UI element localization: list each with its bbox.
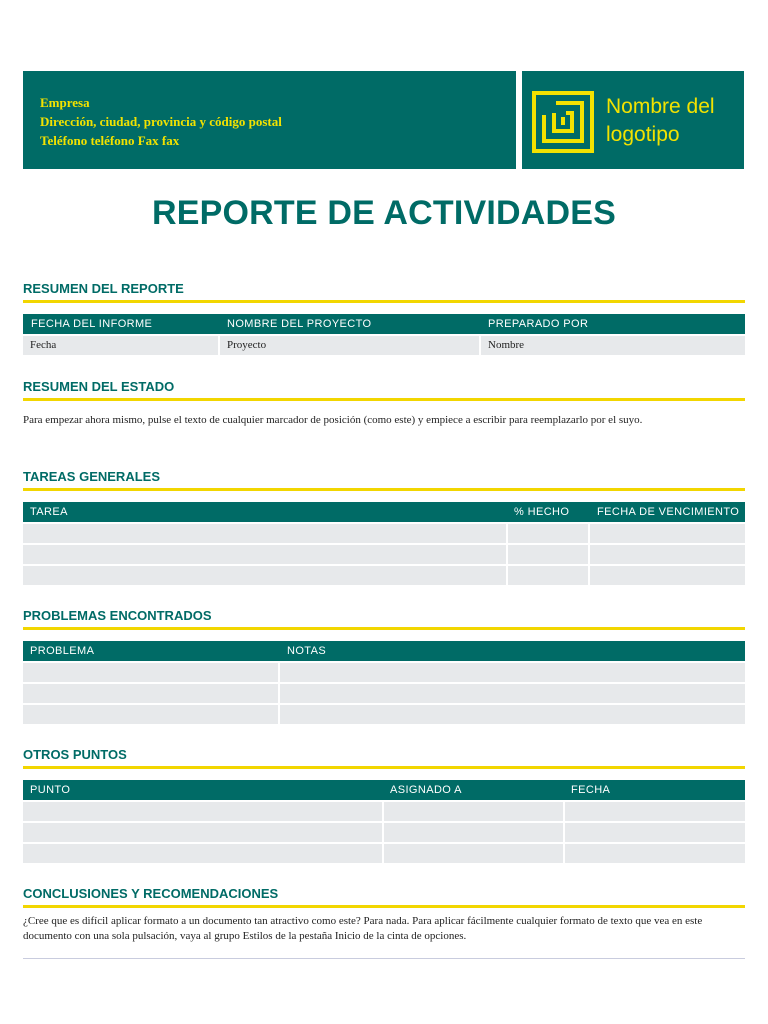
other-cell[interactable] (565, 802, 745, 821)
summary-heading[interactable]: RESUMEN DEL REPORTE (23, 281, 184, 296)
task-cell[interactable] (508, 524, 588, 543)
column-header-preparado-por: PREPARADO POR (488, 318, 589, 330)
section-divider (23, 766, 745, 769)
task-cell[interactable] (23, 566, 506, 585)
company-info-block (23, 71, 516, 169)
column-header-asignado: ASIGNADO A (390, 784, 462, 796)
other-cell[interactable] (384, 823, 563, 842)
section-divider (23, 300, 745, 303)
company-name[interactable]: Empresa (40, 95, 90, 110)
table-row (23, 545, 745, 564)
table-row (23, 566, 745, 585)
status-text[interactable]: Para empezar ahora mismo, pulse el texto de cualquier marcador de posición (como este) y empiece a escribir para reemplazarlo por el suyo. (23, 414, 643, 426)
task-cell[interactable] (23, 545, 506, 564)
column-header-vencimiento: FECHA DE VENCIMIENTO (597, 506, 740, 518)
table-header-row (23, 641, 745, 661)
conclusions-text[interactable]: ¿Cree que es difícil aplicar formato a un documento tan atractivo como este? Para nada. Para aplicar fácilmente cualquier formato de texto que vea en este documento con una sola pulsación, vaya al grupo Estilos de la pestaña Inicio de la cinta de opciones. (23, 915, 703, 942)
logo-text-line1: Nombre del (606, 95, 715, 118)
section-divider (23, 627, 745, 630)
problem-cell[interactable] (280, 663, 745, 682)
logo-text-line2: logotipo (606, 123, 680, 146)
conclusions-heading[interactable]: CONCLUSIONES Y RECOMENDACIONES (23, 886, 279, 901)
other-heading[interactable]: OTROS PUNTOS (23, 747, 127, 762)
table-header-row (23, 314, 745, 334)
problem-cell[interactable] (23, 705, 278, 724)
other-cell[interactable] (23, 802, 382, 821)
table-row (23, 524, 745, 543)
cell-value: Nombre (488, 339, 525, 351)
other-cell[interactable] (384, 844, 563, 863)
other-cell[interactable] (23, 844, 382, 863)
table-header-row (23, 780, 745, 800)
summary-table (23, 314, 745, 355)
summary-cell-author[interactable] (481, 336, 745, 355)
table-row (23, 823, 745, 842)
section-divider (23, 488, 745, 491)
problems-table (23, 641, 745, 724)
company-contact[interactable]: Teléfono teléfono Fax fax (40, 133, 180, 148)
task-cell[interactable] (590, 545, 745, 564)
tasks-table (23, 502, 745, 585)
problem-cell[interactable] (23, 663, 278, 682)
company-address[interactable]: Dirección, ciudad, provincia y código postal (40, 114, 282, 129)
column-header-problema: PROBLEMA (30, 645, 95, 657)
column-header-tarea: TAREA (30, 506, 68, 518)
problem-cell[interactable] (280, 684, 745, 703)
other-cell[interactable] (23, 823, 382, 842)
other-cell[interactable] (384, 802, 563, 821)
other-cell[interactable] (565, 844, 745, 863)
column-header-nombre-proyecto: NOMBRE DEL PROYECTO (227, 318, 372, 330)
cell-value: Proyecto (227, 339, 267, 351)
logo-block[interactable] (522, 71, 744, 169)
task-cell[interactable] (590, 524, 745, 543)
table-row (23, 705, 745, 724)
maze-logo-icon (532, 91, 594, 153)
table-row (23, 663, 745, 682)
status-heading[interactable]: RESUMEN DEL ESTADO (23, 379, 175, 394)
logo-text (606, 93, 741, 149)
column-header-fecha: FECHA (571, 784, 611, 796)
column-header-punto: PUNTO (30, 784, 71, 796)
footer-divider (23, 958, 745, 959)
task-cell[interactable] (590, 566, 745, 585)
problems-heading[interactable]: PROBLEMAS ENCONTRADOS (23, 608, 212, 623)
column-header-hecho: % HECHO (514, 506, 570, 518)
problem-cell[interactable] (280, 705, 745, 724)
task-cell[interactable] (23, 524, 506, 543)
section-divider (23, 398, 745, 401)
other-cell[interactable] (565, 823, 745, 842)
table-row (23, 336, 745, 355)
column-header-notas: NOTAS (287, 645, 327, 657)
table-header-row (23, 502, 745, 522)
page-title[interactable]: REPORTE DE ACTIVIDADES (151, 194, 617, 232)
problem-cell[interactable] (23, 684, 278, 703)
summary-cell-date[interactable] (23, 336, 218, 355)
table-row (23, 844, 745, 863)
other-table (23, 780, 745, 863)
task-cell[interactable] (508, 545, 588, 564)
cell-value: Fecha (30, 339, 57, 351)
table-row (23, 684, 745, 703)
task-cell[interactable] (508, 566, 588, 585)
summary-cell-project[interactable] (220, 336, 479, 355)
table-row (23, 802, 745, 821)
tasks-heading[interactable]: TAREAS GENERALES (23, 469, 160, 484)
section-divider (23, 905, 745, 908)
column-header-fecha-informe: FECHA DEL INFORME (31, 318, 153, 330)
